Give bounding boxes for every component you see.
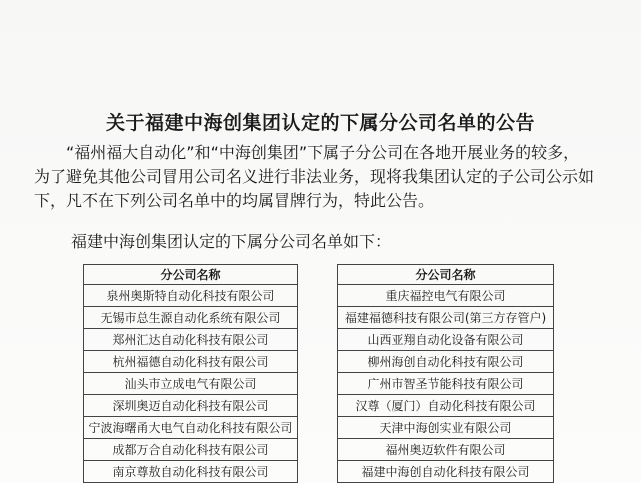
table-row: 汕头市立成电气有限公司 xyxy=(84,373,298,395)
branch-table-right xyxy=(337,264,554,483)
table-row: 南京尊敖自动化科技有限公司 xyxy=(84,461,298,483)
table-row: 山西亚翔自动化设备有限公司 xyxy=(338,329,554,351)
table-row: 天津中海创实业有限公司 xyxy=(338,417,554,439)
table-row: 福建中海创自动化科技有限公司 xyxy=(338,461,554,483)
table-row: 成都万合自动化科技有限公司 xyxy=(84,439,298,461)
table-row: 广州市智圣节能科技有限公司 xyxy=(338,373,554,395)
table-row: 深圳奥迈自动化科技有限公司 xyxy=(84,395,298,417)
paragraph-line-2: 为了避免其他公司冒用公司名义进行非法业务，现将我集团认定的子公司公示如 xyxy=(34,167,595,186)
document-title: 关于福建中海创集团认定的下属分公司名单的公告 xyxy=(105,112,535,134)
paragraph-line-3: 下，凡不在下列公司名单中的均属冒牌行为，特此公告。 xyxy=(34,191,435,210)
list-intro: 福建中海创集团认定的下属分公司名单如下： xyxy=(71,232,392,251)
table-header: 分公司名称 xyxy=(84,265,298,285)
table-row: 宁波海曙甬大电气自动化科技有限公司 xyxy=(84,417,298,439)
table-row: 泉州奥斯特自动化科技有限公司 xyxy=(84,285,298,307)
table-row: 郑州汇达自动化科技有限公司 xyxy=(84,329,298,351)
table-row: 重庆福控电气有限公司 xyxy=(338,285,554,307)
table-header: 分公司名称 xyxy=(338,265,554,285)
table-row: 福州奥迈软件有限公司 xyxy=(338,439,554,461)
table-row: 福建福德科技有限公司(第三方存管户) xyxy=(338,307,554,329)
table-row: 汉尊（厦门）自动化科技有限公司 xyxy=(338,395,554,417)
table-row: 柳州海创自动化科技有限公司 xyxy=(338,351,554,373)
paragraph-line-1: “福州福大自动化”和“中海创集团”下属子分公司在各地开展业务的较多， xyxy=(66,143,580,162)
table-row: 杭州福德自动化科技有限公司 xyxy=(84,351,298,373)
branch-table-left xyxy=(83,264,298,483)
table-row: 无锡市总生源自动化系统有限公司 xyxy=(84,307,298,329)
